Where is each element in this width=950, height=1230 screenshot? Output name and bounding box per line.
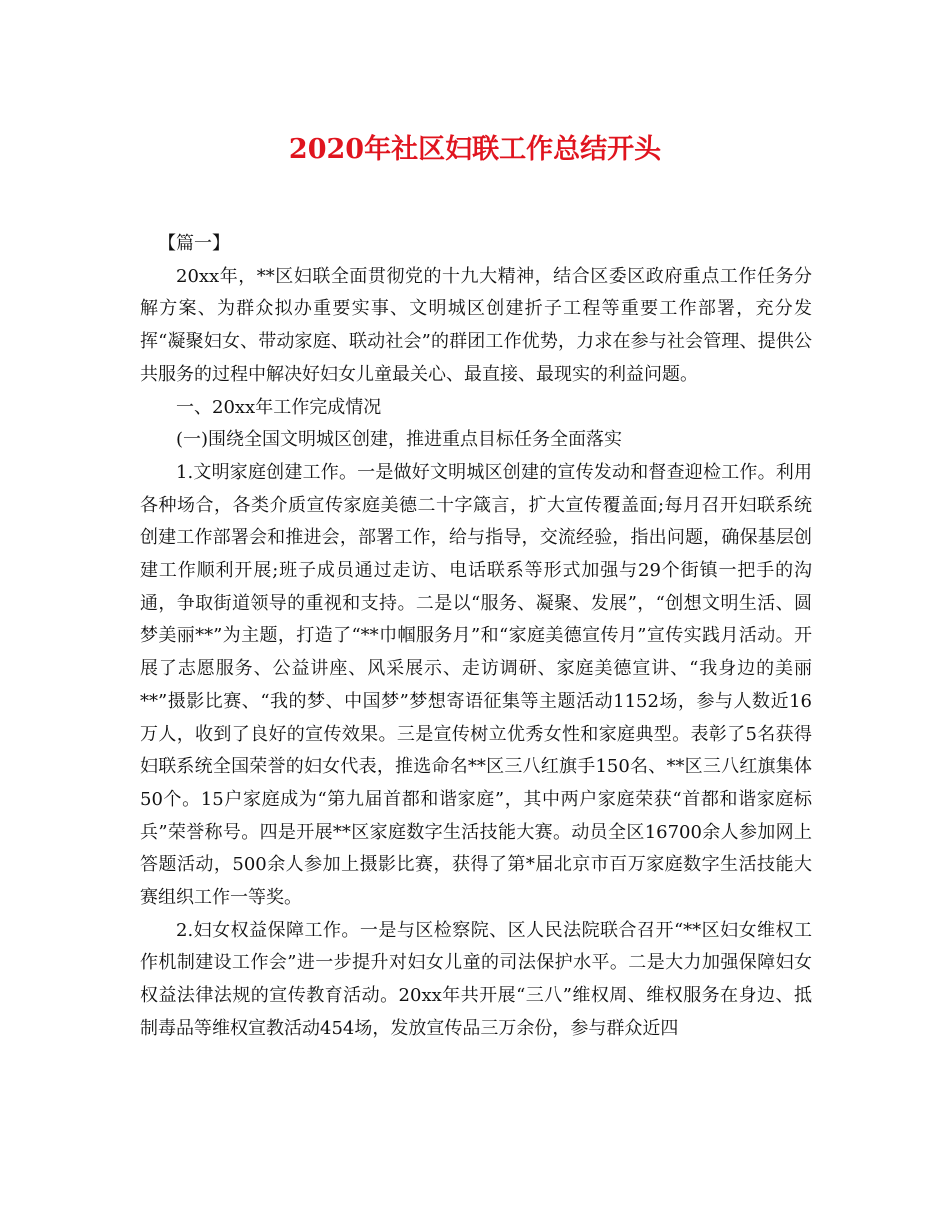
subheading-civilized-district: (一)围绕全国文明城区创建，推进重点目标任务全面落实 xyxy=(176,429,623,451)
document-title: 2020年社区妇联工作总结开头 xyxy=(288,134,662,165)
document-body xyxy=(140,228,812,1046)
paragraph-women-rights: 2.妇女权益保障工作。一是与区检察院、区人民法院联合召开“**区妇女维权工作机制建设工作会”进一步提升对妇女儿童的司法保护水平。二是大力加强保障妇女权益法律法规的宣传教育活动。20xx年共开展“三八”维权周、维权服务在身边、抵制毒品等维权宣教活动454场，发放宣传品三万余份，参与群众近四 xyxy=(140,919,812,1039)
intro-paragraph: 20xx年，**区妇联全面贯彻党的十九大精神，结合区委区政府重点工作任务分解方案、为群众拟办重要实事、文明城区创建折子工程等重要工作部署，充分发挥“凝聚妇女、带动家庭、联动社会”的群团工作优势，力求在参与社会管理、提供公共服务的过程中解决好妇女儿童最关心、最直接、最现实的利益问题。 xyxy=(140,265,812,385)
section-label: 【篇一】 xyxy=(158,233,230,254)
paragraph-family-creation: 1.文明家庭创建工作。一是做好文明城区创建的宣传发动和督查迎检工作。利用各种场合，各类介质宣传家庭美德二十字箴言，扩大宣传覆盖面;每月召开妇联系统创建工作部署会和推进会，部署工作，给与指导，交流经验，指出问题，确保基层创建工作顺利开展;班子成员通过走访、电话联系等形式加强与29个街镇一把手的沟通，争取街道领导的重视和支持。二是以“服务、凝聚、发展”，“创想文明生活、圆梦美丽**”为主题，打造了“**巾帼服务月”和“家庭美德宣传月”宣传实践月活动。开展了志愿服务、公益讲座、风采展示、走访调研、家庭美德宣讲、“我身边的美丽**”摄影比赛、“我的梦、中国梦”梦想寄语征集等主题活动1152场，参与人数近16万人，收到了良好的宣传效果。三是宣传树立优秀女性和家庭典型。表彰了5名获得妇联系统全国荣誉的妇女代表，推选命名**区三八红旗手150名、**区三八红旗集体50个。15户家庭成为“第九届首都和谐家庭”，其中两户家庭荣获“首都和谐家庭标兵”荣誉称号。四是开展**区家庭数字生活技能大赛。动员全区16700余人参加网上答题活动，500余人参加上摄影比赛，获得了第*届北京市百万家庭数字生活技能大赛组织工作一等奖。 xyxy=(140,461,812,909)
heading-work-status: 一、20xx年工作完成情况 xyxy=(176,396,382,418)
